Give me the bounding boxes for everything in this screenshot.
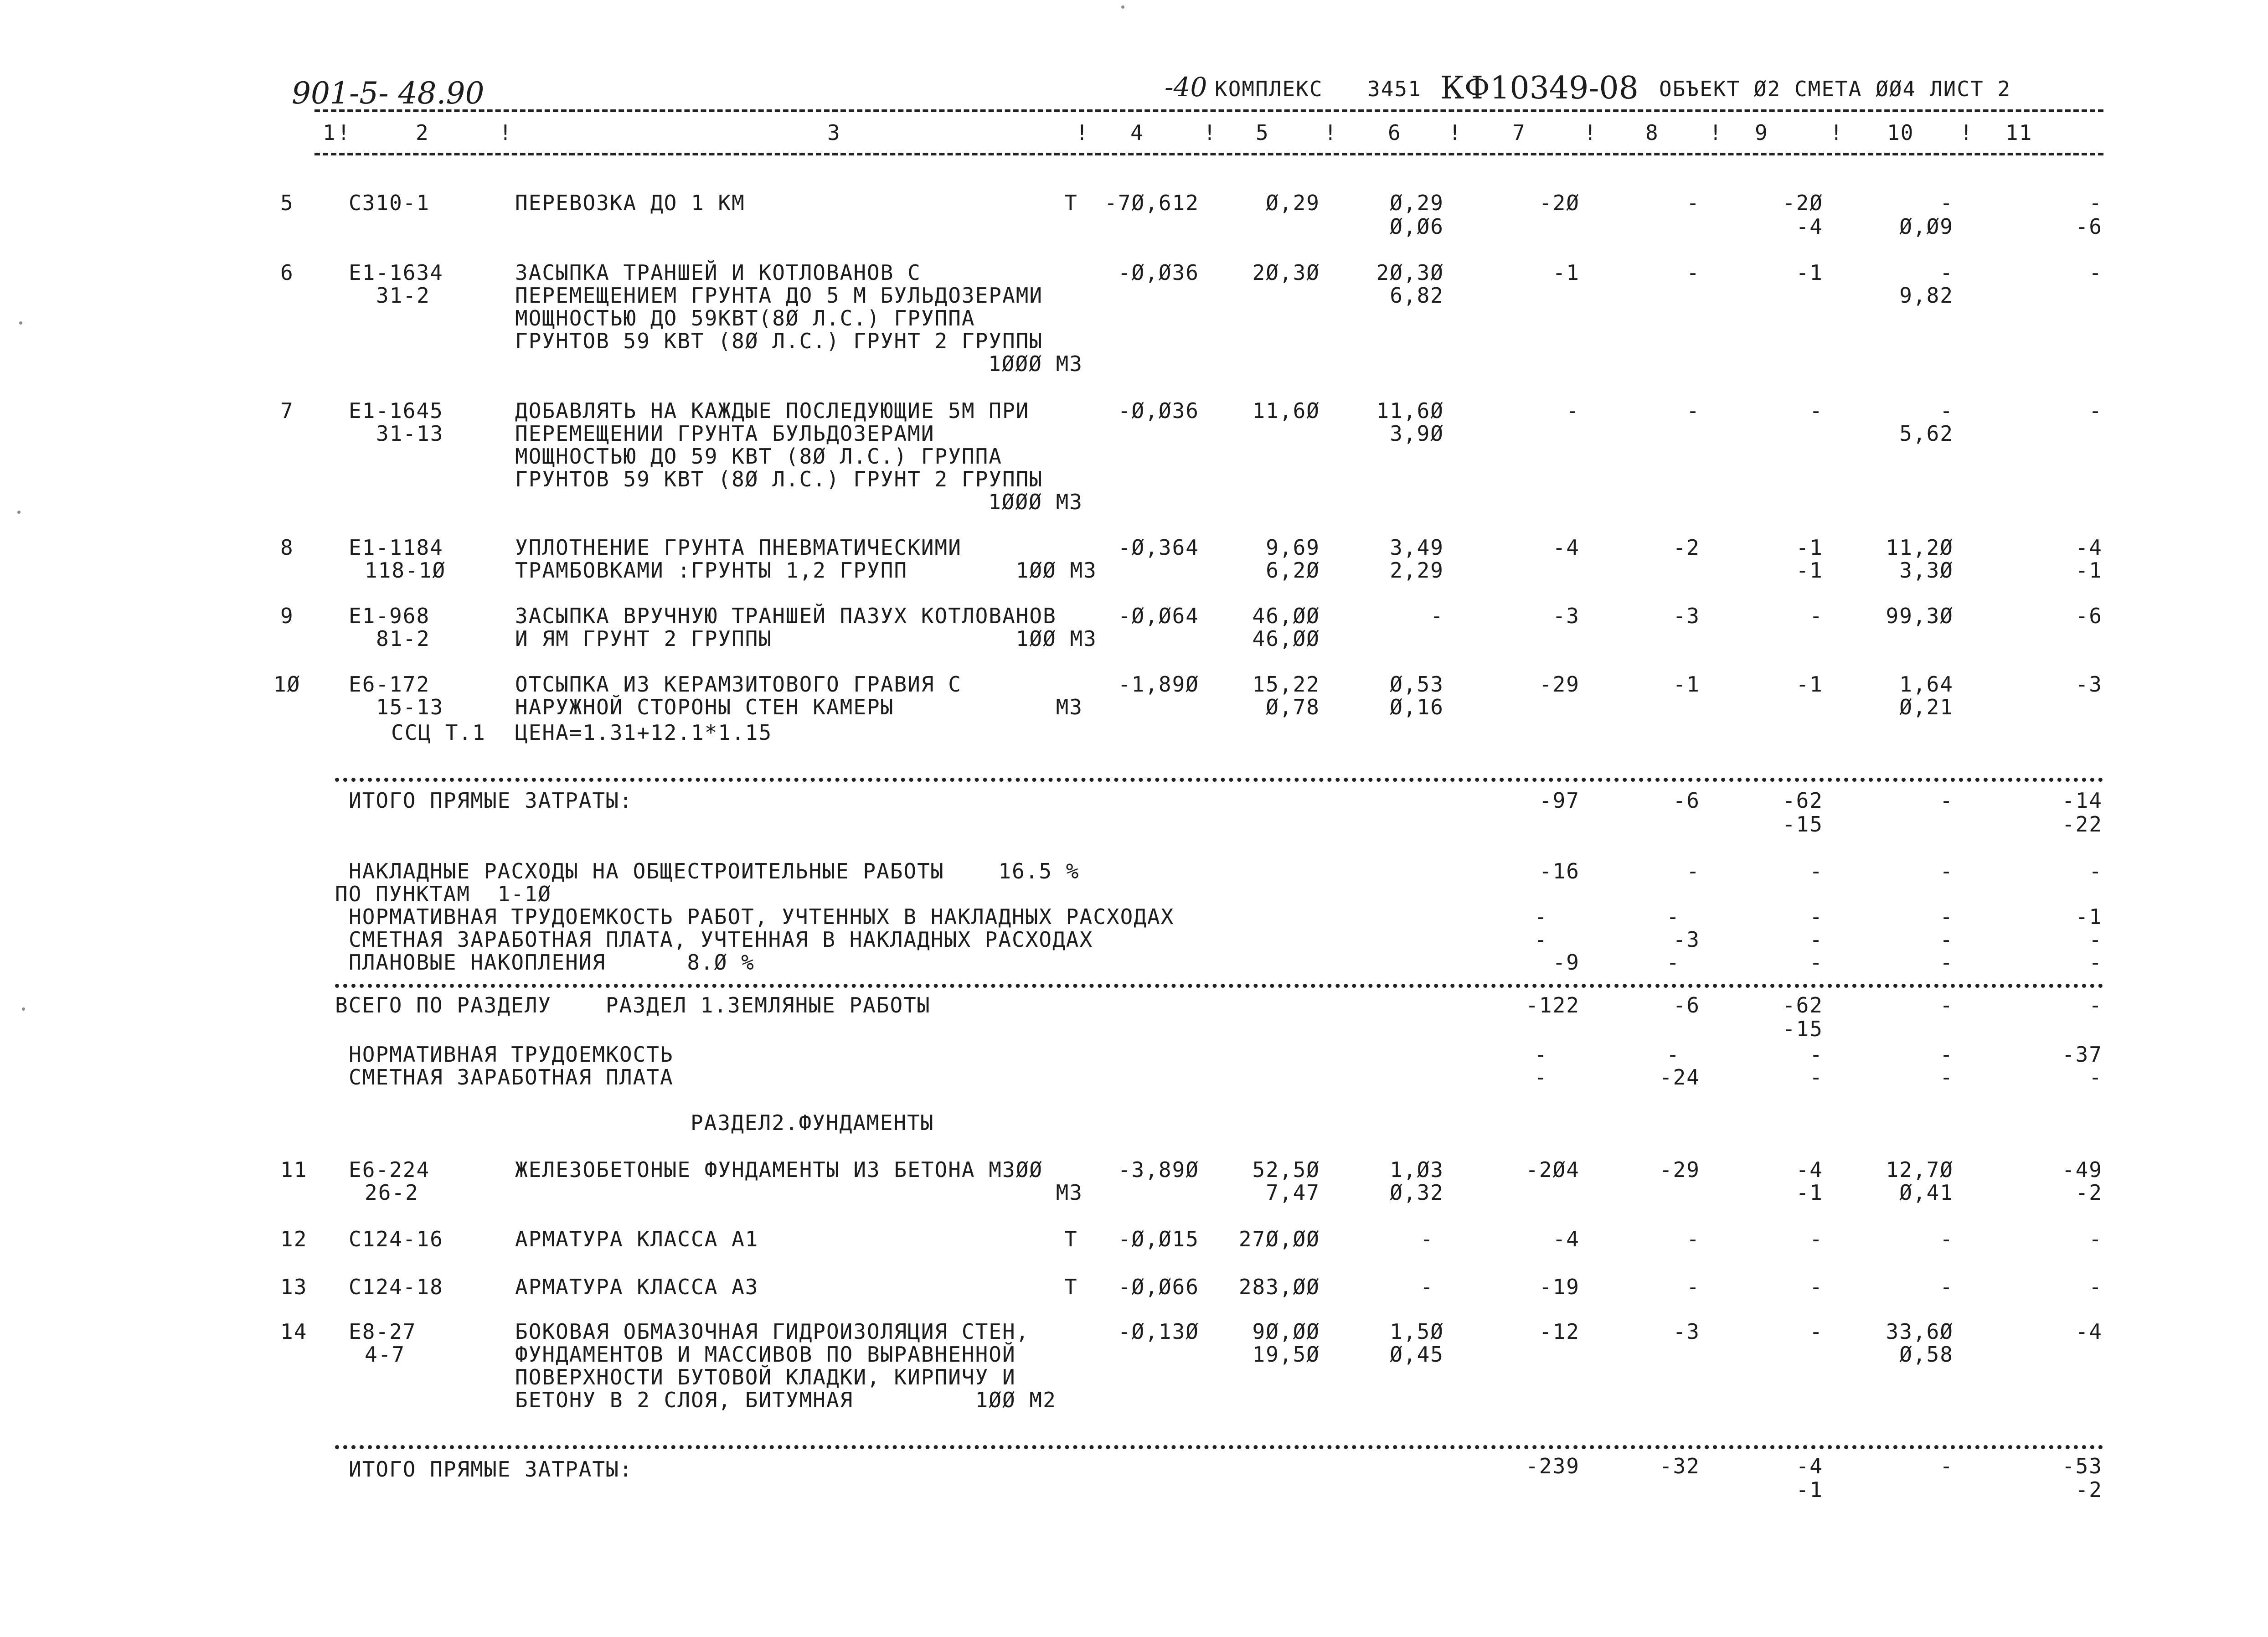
col10-value: 33,6Ø — [1886, 1319, 1954, 1344]
quantity: -1,89Ø — [1118, 672, 1199, 697]
overhead-labor-label: НОРМАТИВНАЯ ТРУДОЕМКОСТЬ РАБОТ, УЧТЕННЫХ В НАКЛАДНЫХ РАСХОДАХ — [349, 904, 1175, 929]
col8-value: -2 — [1673, 535, 1700, 560]
col11-value: -4 — [2075, 535, 2103, 560]
work-description: НАРУЖНОЙ СТОРОНЫ СТЕН КАМЕРЫ — [515, 695, 894, 719]
col7-value: -122 — [1526, 993, 1580, 1017]
section-title: РАЗДЕЛ2.ФУНДАМЕНТЫ — [691, 1110, 934, 1135]
col9-value: -62 — [1782, 788, 1823, 813]
unit-cost: 2Ø,3Ø — [1252, 260, 1320, 285]
rate-code: Е1-1184 — [349, 535, 443, 560]
col11-value: -2 — [2075, 1477, 2103, 1502]
rate-code: Е6-172 — [349, 672, 430, 697]
col6-value: - — [1420, 1275, 1434, 1299]
row-number: 9 — [280, 604, 294, 628]
col10-value: - — [1940, 1042, 1954, 1067]
scan-speck — [1121, 5, 1124, 9]
header-rule-top — [314, 109, 2103, 112]
row-number: 8 — [280, 535, 294, 560]
unit: М3 — [1056, 695, 1083, 719]
object-sheet-label: ОБЪЕКТ Ø2 СМЕТА ØØ4 ЛИСТ 2 — [1659, 77, 2011, 101]
col-head-3: 3 — [827, 120, 841, 145]
unit-cost: 46,ØØ — [1252, 626, 1320, 651]
col9-value: - — [1809, 604, 1823, 628]
row-number: 7 — [280, 398, 294, 423]
work-description: УПЛОТНЕНИЕ ГРУНТА ПНЕВМАТИЧЕСКИМИ — [515, 535, 962, 560]
col8-value: - — [1686, 1275, 1700, 1299]
col10-value: - — [1940, 1275, 1954, 1299]
col9-value: -2Ø — [1782, 191, 1823, 215]
total-label: ИТОГО ПРЯМЫЕ ЗАТРАТЫ: — [349, 788, 633, 813]
col11-value: - — [2089, 1275, 2103, 1299]
unit-cost: Ø,78 — [1266, 695, 1320, 719]
unit-cost: 6,2Ø — [1266, 558, 1320, 583]
col11-value: - — [2089, 950, 2103, 975]
col9-value: - — [1809, 1275, 1823, 1299]
row-number: 1Ø — [273, 672, 301, 697]
col10-value: - — [1940, 191, 1954, 215]
col10-value: 1,64 — [1899, 672, 1954, 697]
col9-value: -1 — [1796, 1477, 1823, 1502]
col11-value: - — [2089, 398, 2103, 423]
col-sep: ! — [1709, 120, 1723, 145]
col10-value: Ø,58 — [1899, 1342, 1954, 1367]
row-number: 14 — [280, 1319, 308, 1344]
col-head-2: 2 — [416, 120, 429, 145]
overhead-wage-label: СМЕТНАЯ ЗАРАБОТНАЯ ПЛАТА, УЧТЕННАЯ В НАКЛАДНЫХ РАСХОДАХ — [349, 927, 1093, 952]
rate-code: С124-16 — [349, 1227, 443, 1251]
rate-subcode: 15-13 — [376, 695, 444, 719]
row-number: 5 — [280, 191, 294, 215]
col9-value: -1 — [1796, 1180, 1823, 1205]
work-description: МОЩНОСТЬЮ ДО 59 КВТ (8Ø Л.С.) ГРУППА — [515, 444, 1002, 469]
dotted-rule — [335, 778, 2103, 782]
col9-value: -4 — [1796, 1157, 1823, 1182]
handwritten-complex-num: -40 — [1165, 72, 1207, 103]
total-label: ИТОГО ПРЯМЫЕ ЗАТРАТЫ: — [349, 1457, 633, 1482]
estimated-wage-label: СМЕТНАЯ ЗАРАБОТНАЯ ПЛАТА — [349, 1065, 674, 1090]
price-formula: ЦЕНА=1.31+12.1*1.15 — [515, 720, 773, 745]
unit: Т — [1064, 1227, 1078, 1251]
col9-value: - — [1809, 950, 1823, 975]
col11-value: -1 — [2075, 558, 2103, 583]
col6-value: 1,Ø3 — [1390, 1157, 1444, 1182]
col-sep: ! — [1203, 120, 1217, 145]
col-sep: ! — [1076, 120, 1089, 145]
scan-speck — [17, 511, 21, 514]
col11-value: - — [2089, 191, 2103, 215]
work-description: АРМАТУРА КЛАССА А3 — [515, 1275, 759, 1299]
unit-cost: 27Ø,ØØ — [1238, 1227, 1320, 1251]
col-sep: ! — [1960, 120, 1974, 145]
col8-value: - — [1666, 1042, 1680, 1067]
work-description: МОЩНОСТЬЮ ДО 59КВТ(8Ø Л.С.) ГРУППА — [515, 306, 975, 330]
col6-value: 3,49 — [1390, 535, 1444, 560]
scan-speck — [19, 321, 22, 325]
work-description: ДОБАВЛЯТЬ НА КАЖДЫЕ ПОСЛЕДУЮЩИЕ 5М ПРИ — [515, 398, 1030, 423]
dotted-rule — [335, 984, 2103, 988]
col6-value: Ø,Ø6 — [1390, 214, 1444, 239]
col6-value: 11,6Ø — [1376, 398, 1444, 423]
col7-value: -1 — [1552, 260, 1580, 285]
col7-value: -2Ø4 — [1526, 1157, 1580, 1182]
col8-value: - — [1686, 260, 1700, 285]
col6-value: 1,5Ø — [1390, 1319, 1444, 1344]
handwritten-doc-code: 901-5- 48.90 — [292, 76, 485, 111]
col6-value: - — [1420, 1227, 1434, 1251]
col-head-8: 8 — [1645, 120, 1659, 145]
work-description: ПОВЕРХНОСТИ БУТОВОЙ КЛАДКИ, КИРПИЧУ И — [515, 1365, 1016, 1389]
col7-value: - — [1534, 1065, 1548, 1090]
unit-cost: 52,5Ø — [1252, 1157, 1320, 1182]
col6-value: Ø,16 — [1390, 695, 1444, 719]
col6-value: Ø,32 — [1390, 1180, 1444, 1205]
work-description: БОКОВАЯ ОБМАЗОЧНАЯ ГИДРОИЗОЛЯЦИЯ СТЕН, — [515, 1319, 1030, 1344]
col7-value: - — [1534, 904, 1548, 929]
rate-subcode: 31-13 — [376, 421, 444, 446]
work-description: ЖЕЛЕЗОБЕТОНЫЕ ФУНДАМЕНТЫ ИЗ БЕТОНА М3ØØ — [515, 1157, 1043, 1182]
col11-value: -4 — [2075, 1319, 2103, 1344]
unit-cost: 15,22 — [1252, 672, 1320, 697]
work-description: ЗАСЫПКА ВРУЧНУЮ ТРАНШЕЙ ПАЗУХ КОТЛОВАНОВ — [515, 604, 1057, 628]
col9-value: -1 — [1796, 672, 1823, 697]
col9-value: -1 — [1796, 260, 1823, 285]
col9-value: - — [1809, 1319, 1823, 1344]
col9-value: - — [1809, 904, 1823, 929]
col8-value: - — [1666, 904, 1680, 929]
unit: Т — [1064, 1275, 1078, 1299]
col8-value: - — [1686, 859, 1700, 883]
col6-value: Ø,29 — [1390, 191, 1444, 215]
col7-value: -19 — [1539, 1275, 1580, 1299]
unit-cost: 9Ø,ØØ — [1252, 1319, 1320, 1344]
rate-code: Е6-224 — [349, 1157, 430, 1182]
complex-code: 3451 — [1367, 77, 1422, 101]
col9-value: - — [1809, 859, 1823, 883]
col10-value: - — [1940, 904, 1954, 929]
col10-value: 3,3Ø — [1899, 558, 1954, 583]
col-head-4: 4 — [1130, 120, 1144, 145]
col10-value: - — [1940, 950, 1954, 975]
work-description: ПЕРЕМЕЩЕНИЕМ ГРУНТА ДО 5 М БУЛЬДОЗЕРАМИ — [515, 283, 1043, 308]
rate-subcode: 31-2 — [376, 283, 430, 308]
work-description: ГРУНТОВ 59 КВТ (8Ø Л.С.) ГРУНТ 2 ГРУППЫ — [515, 467, 1043, 491]
col9-value: - — [1809, 1227, 1823, 1251]
overhead-label: НАКЛАДНЫЕ РАСХОДЫ НА ОБЩЕСТРОИТЕЛЬНЫЕ РАБОТЫ 16.5 % — [349, 859, 1080, 883]
col-head-5: 5 — [1256, 120, 1269, 145]
row-number: 12 — [280, 1227, 308, 1251]
col8-value: -32 — [1659, 1454, 1700, 1478]
col10-value: Ø,Ø9 — [1899, 214, 1954, 239]
col6-value: 6,82 — [1390, 283, 1444, 308]
col7-value: -4 — [1552, 535, 1580, 560]
col11-value: -37 — [2062, 1042, 2103, 1067]
col-sep: ! — [337, 120, 351, 145]
quantity: -Ø,Ø36 — [1118, 260, 1199, 285]
work-description: ОТСЫПКА ИЗ КЕРАМЗИТОВОГО ГРАВИЯ С — [515, 672, 962, 697]
col11-value: -49 — [2062, 1157, 2103, 1182]
col9-value: - — [1809, 1065, 1823, 1090]
rate-code: Е1-1634 — [349, 260, 443, 285]
col-sep: ! — [1584, 120, 1598, 145]
row-number: 6 — [280, 260, 294, 285]
header-rule-bottom — [314, 153, 2103, 155]
col7-value: - — [1566, 398, 1580, 423]
col8-value: -3 — [1673, 1319, 1700, 1344]
col11-value: - — [2089, 927, 2103, 952]
quantity: -Ø,Ø36 — [1118, 398, 1199, 423]
col8-value: -3 — [1673, 604, 1700, 628]
col9-value: - — [1809, 1042, 1823, 1067]
unit: М3 — [1056, 1180, 1083, 1205]
col11-value: - — [2089, 260, 2103, 285]
col11-value: -2 — [2075, 1180, 2103, 1205]
col11-value: -14 — [2062, 788, 2103, 813]
col10-value: - — [1940, 1227, 1954, 1251]
col6-value: 2Ø,3Ø — [1376, 260, 1444, 285]
rate-ref: ССЦ Т.1 — [391, 720, 486, 745]
work-description: ПЕРЕМЕЩЕНИИ ГРУНТА БУЛЬДОЗЕРАМИ — [515, 421, 935, 446]
col10-value: - — [1940, 398, 1954, 423]
col10-value: - — [1940, 927, 1954, 952]
col10-value: Ø,41 — [1899, 1180, 1954, 1205]
quantity: -3,89Ø — [1118, 1157, 1199, 1182]
col8-value: - — [1686, 398, 1700, 423]
col10-value: - — [1940, 788, 1954, 813]
labor-intensity-label: НОРМАТИВНАЯ ТРУДОЕМКОСТЬ — [349, 1042, 674, 1067]
unit: 1ØØØ М3 — [988, 351, 1083, 376]
col7-value: -16 — [1539, 859, 1580, 883]
rate-code: С310-1 — [349, 191, 430, 215]
quantity: -Ø,Ø66 — [1118, 1275, 1199, 1299]
col-head-7: 7 — [1512, 120, 1526, 145]
col10-value: - — [1940, 859, 1954, 883]
col11-value: -22 — [2062, 812, 2103, 837]
dotted-rule — [335, 1445, 2103, 1449]
col10-value: - — [1940, 993, 1954, 1017]
section-total-label: ВСЕГО ПО РАЗДЕЛУ РАЗДЕЛ 1.ЗЕМЛЯНЫЕ РАБОТЫ — [335, 993, 931, 1017]
col9-value: -15 — [1782, 812, 1823, 837]
unit-cost: Ø,29 — [1266, 191, 1320, 215]
col-head-11: 11 — [2005, 120, 2033, 145]
col10-value: 11,2Ø — [1886, 535, 1954, 560]
col8-value: -24 — [1659, 1065, 1700, 1090]
work-description: БЕТОНУ В 2 СЛОЯ, БИТУМНАЯ 1ØØ М2 — [515, 1388, 1057, 1412]
rate-code: Е1-1645 — [349, 398, 443, 423]
col7-value: -2Ø — [1539, 191, 1580, 215]
work-description: ГРУНТОВ 59 КВТ (8Ø Л.С.) ГРУНТ 2 ГРУППЫ — [515, 329, 1043, 353]
rate-subcode: 4-7 — [365, 1342, 406, 1367]
col7-value: -239 — [1526, 1454, 1580, 1478]
unit: Т — [1064, 191, 1078, 215]
col8-value: -6 — [1673, 788, 1700, 813]
col10-value: 99,3Ø — [1886, 604, 1954, 628]
col9-value: -15 — [1782, 1017, 1823, 1041]
unit-cost: 9,69 — [1266, 535, 1320, 560]
col-sep: ! — [1830, 120, 1844, 145]
col8-value: - — [1686, 1227, 1700, 1251]
col10-value: Ø,21 — [1899, 695, 1954, 719]
col11-value: - — [2089, 993, 2103, 1017]
col8-value: -29 — [1659, 1157, 1700, 1182]
rate-subcode: 118-1Ø — [365, 558, 446, 583]
work-description: ЗАСЫПКА ТРАНШЕЙ И КОТЛОВАНОВ С — [515, 260, 921, 285]
col9-value: -4 — [1796, 214, 1823, 239]
col6-value: 2,29 — [1390, 558, 1444, 583]
col7-value: -29 — [1539, 672, 1580, 697]
col7-value: -97 — [1539, 788, 1580, 813]
col7-value: -9 — [1552, 950, 1580, 975]
col-head-1: 1 — [323, 120, 336, 145]
unit-cost: 7,47 — [1266, 1180, 1320, 1205]
col7-value: - — [1534, 1042, 1548, 1067]
col8-value: -6 — [1673, 993, 1700, 1017]
col11-value: - — [2089, 1227, 2103, 1251]
scan-speck — [22, 1007, 25, 1011]
work-description: ПЕРЕВОЗКА ДО 1 КМ — [515, 191, 745, 215]
col11-value: -53 — [2062, 1454, 2103, 1478]
col-head-10: 10 — [1887, 120, 1914, 145]
rate-code: Е8-27 — [349, 1319, 417, 1344]
work-description: АРМАТУРА КЛАССА А1 — [515, 1227, 759, 1251]
row-number: 13 — [280, 1275, 308, 1299]
col9-value: - — [1809, 927, 1823, 952]
col6-value: Ø,45 — [1390, 1342, 1444, 1367]
col10-value: 9,82 — [1899, 283, 1954, 308]
overhead-items-label: ПО ПУНКТАМ 1-1Ø — [335, 882, 552, 906]
work-description: И ЯМ ГРУНТ 2 ГРУППЫ 1ØØ М3 — [515, 626, 1097, 651]
unit-cost: 283,ØØ — [1238, 1275, 1320, 1299]
rate-code: С124-18 — [349, 1275, 443, 1299]
unit: 1ØØØ М3 — [988, 490, 1083, 514]
rate-subcode: 26-2 — [365, 1180, 419, 1205]
col7-value: -12 — [1539, 1319, 1580, 1344]
col11-value: -1 — [2075, 904, 2103, 929]
col11-value: - — [2089, 1065, 2103, 1090]
quantity: -7Ø,612 — [1104, 191, 1199, 215]
col8-value: - — [1686, 191, 1700, 215]
quantity: -Ø,Ø64 — [1118, 604, 1199, 628]
col7-value: -4 — [1552, 1227, 1580, 1251]
rate-code: Е1-968 — [349, 604, 430, 628]
col8-value: -1 — [1673, 672, 1700, 697]
col10-value: - — [1940, 1065, 1954, 1090]
unit-cost: 11,6Ø — [1252, 398, 1320, 423]
col9-value: -1 — [1796, 558, 1823, 583]
unit-cost: 19,5Ø — [1252, 1342, 1320, 1367]
col6-value: Ø,53 — [1390, 672, 1444, 697]
work-description: ТРАМБОВКАМИ :ГРУНТЫ 1,2 ГРУПП 1ØØ М3 — [515, 558, 1097, 583]
complex-label: КОМПЛЕКС — [1215, 77, 1323, 101]
col11-value: -3 — [2075, 672, 2103, 697]
quantity: -Ø,Ø15 — [1118, 1227, 1199, 1251]
planned-savings-label: ПЛАНОВЫЕ НАКОПЛЕНИЯ 8.Ø % — [349, 950, 755, 975]
col-sep: ! — [1324, 120, 1338, 145]
col10-value: - — [1940, 260, 1954, 285]
handwritten-kf-code: КФ10349-08 — [1440, 70, 1639, 106]
unit-cost: 46,ØØ — [1252, 604, 1320, 628]
work-description: ФУНДАМЕНТОВ И МАССИВОВ ПО ВЫРАВНЕННОЙ — [515, 1342, 1016, 1367]
col11-value: -6 — [2075, 214, 2103, 239]
col9-value: -1 — [1796, 535, 1823, 560]
col-head-9: 9 — [1755, 120, 1768, 145]
col9-value: -4 — [1796, 1454, 1823, 1478]
col6-value: - — [1430, 604, 1444, 628]
col9-value: -62 — [1782, 993, 1823, 1017]
col7-value: - — [1534, 927, 1548, 952]
col-head-6: 6 — [1388, 120, 1402, 145]
col7-value: -3 — [1552, 604, 1580, 628]
col11-value: - — [2089, 859, 2103, 883]
col8-value: -3 — [1673, 927, 1700, 952]
quantity: -Ø,13Ø — [1118, 1319, 1199, 1344]
col9-value: - — [1809, 398, 1823, 423]
col10-value: 5,62 — [1899, 421, 1954, 446]
quantity: -Ø,364 — [1118, 535, 1199, 560]
rate-subcode: 81-2 — [376, 626, 430, 651]
row-number: 11 — [280, 1157, 308, 1182]
col-sep: ! — [1448, 120, 1462, 145]
col10-value: 12,7Ø — [1886, 1157, 1954, 1182]
col-sep: ! — [499, 120, 513, 145]
col6-value: 3,9Ø — [1390, 421, 1444, 446]
col11-value: -6 — [2075, 604, 2103, 628]
col8-value: - — [1666, 950, 1680, 975]
col10-value: - — [1940, 1454, 1954, 1478]
